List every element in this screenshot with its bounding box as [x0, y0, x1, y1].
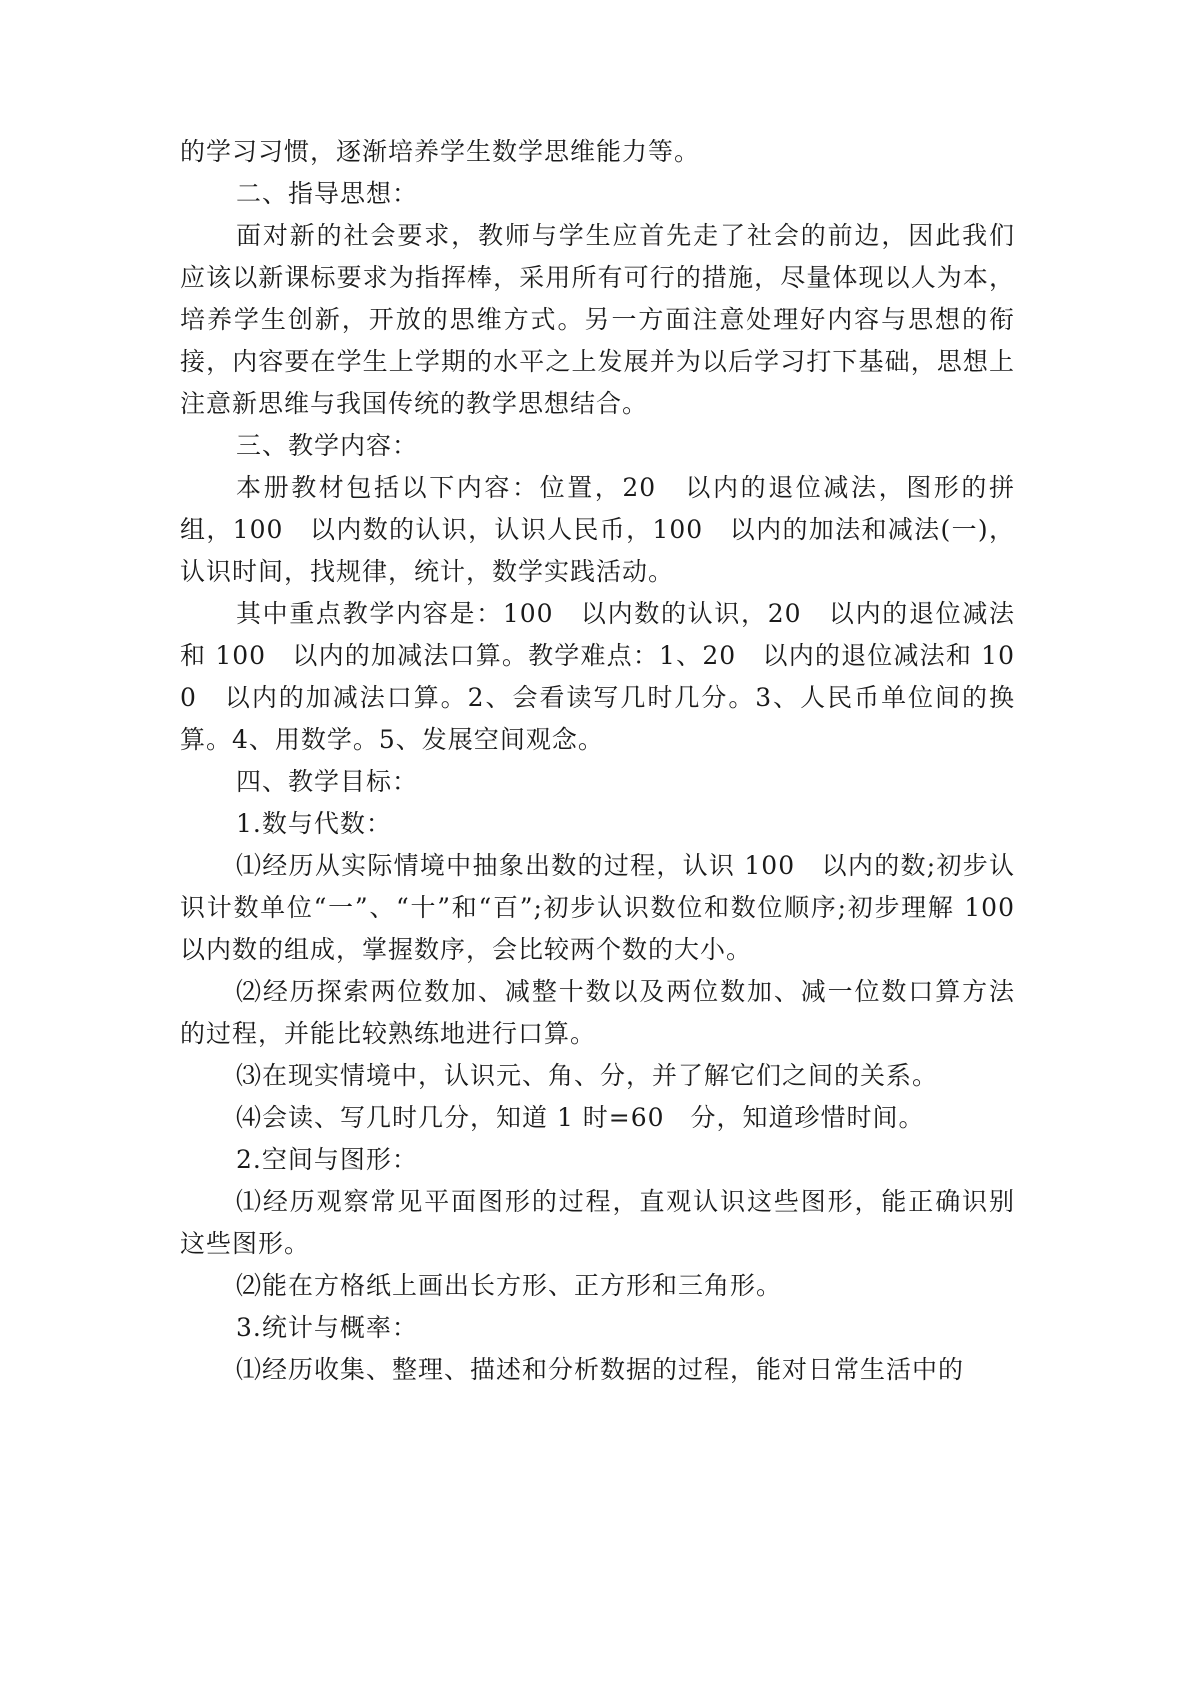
list-item-shape-2: ⑵能在方格纸上画出长方形、正方形和三角形。	[236, 1271, 783, 1300]
paragraph-textbook-content: 本册教材包括以下内容：位置，20 以内的退位减法，图形的拼组，100 以内数的认识，认识人民币，100 以内的加法和减法(一)，认识时间，找规律，统计，数学实践活动。	[180, 473, 1015, 586]
list-item-number-4: ⑷会读、写几时几分，知道 1 时=60 分，知道珍惜时间。	[236, 1103, 925, 1132]
paragraph-guiding-thought: 面对新的社会要求，教师与学生应首先走了社会的前边，因此我们应该以新课标要求为指挥棒，采用所有可行的措施，尽量体现以人为本，培养学生创新，开放的思维方式。另一方面注意处理好内容与思想的衔接，内容要在学生上学期的水平之上发展并为以后学习打下基础，思想上注意新思维与我国传统的教学思想结合。	[180, 221, 1015, 418]
subheading-statistics: 3.统计与概率：	[236, 1313, 418, 1342]
document-body	[180, 131, 1042, 1391]
list-item-number-2: ⑵经历探索两位数加、减整十数以及两位数加、减一位数口算方法的过程，并能比较熟练地进行口算。	[180, 977, 1015, 1048]
paragraph-key-points: 其中重点教学内容是：100 以内数的认识，20 以内的退位减法和 100 以内的加减法口算。教学难点：1、20 以内的退位减法和 100 以内的加减法口算。2、会看读写几时几分。3、人民币单位间的换算。4、用数学。5、发展空间观念。	[180, 599, 1015, 754]
list-item-number-3: ⑶在现实情境中，认识元、角、分，并了解它们之间的关系。	[236, 1061, 939, 1090]
section-heading-teaching-goals: 四、教学目标：	[236, 767, 419, 796]
list-item-statistics-1: ⑴经历收集、整理、描述和分析数据的过程，能对日常生活中的	[236, 1355, 965, 1384]
list-item-shape-1: ⑴经历观察常见平面图形的过程，直观认识这些图形，能正确识别这些图形。	[180, 1187, 1015, 1258]
subheading-number-algebra: 1.数与代数：	[236, 809, 392, 838]
list-item-number-1: ⑴经历从实际情境中抽象出数的过程，认识 100 以内的数;初步认识计数单位“一”、“十”和“百”;初步认识数位和数位顺序;初步理解 100 以内数的组成，掌握数序，会比较两个数的大小。	[180, 851, 1042, 964]
section-heading-teaching-content: 三、教学内容：	[236, 431, 419, 460]
subheading-space-shape: 2.空间与图形：	[236, 1145, 418, 1174]
paragraph-continuation: 的学习习惯，逐渐培养学生数学思维能力等。	[180, 137, 701, 166]
section-heading-guiding-thought: 二、指导思想：	[236, 179, 419, 208]
